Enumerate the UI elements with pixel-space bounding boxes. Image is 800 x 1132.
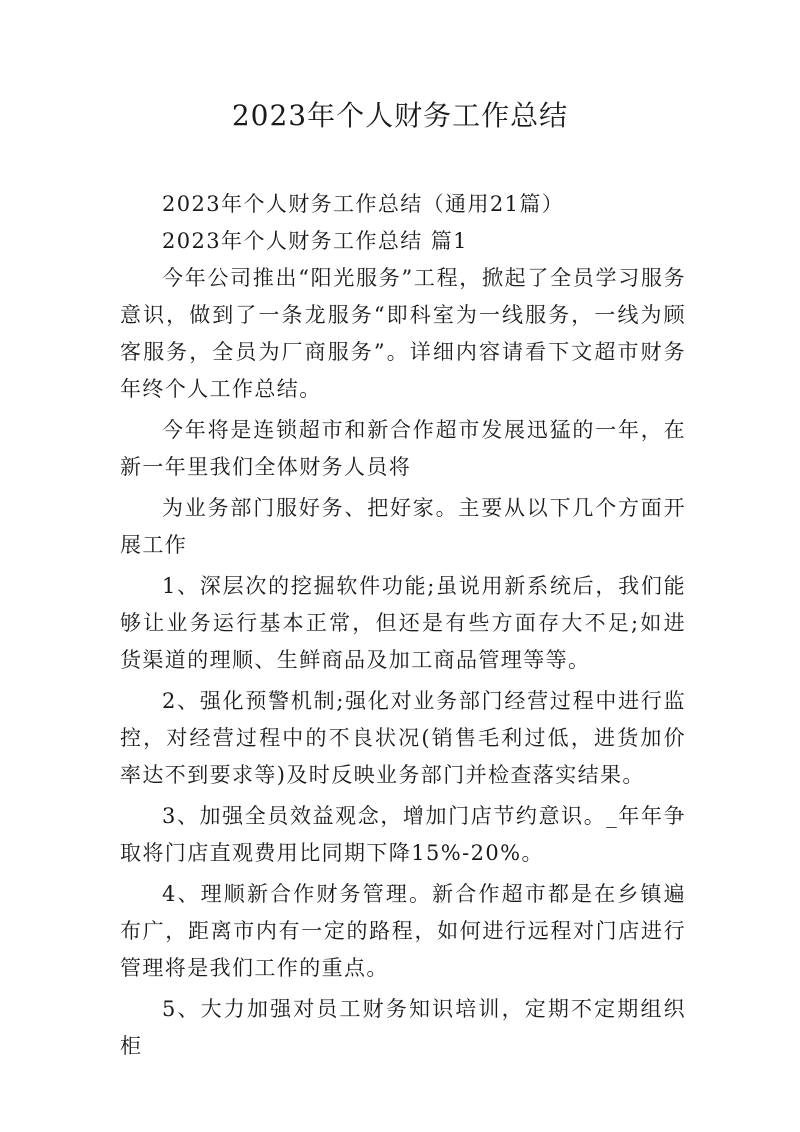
- paragraph: 今年公司推出“阳光服务”工程，掀起了全员学习服务意识，做到了一条龙服务“即科室为一线服务，一线为顾客服务，全员为厂商服务”。详细内容请看下文超市财务年终个人工作总结。: [120, 266, 686, 401]
- paragraph: 3、加强全员效益观念，增加门店节约意识。_年年争取将门店直观费用比同期下降15%-20%。: [120, 804, 686, 865]
- paragraph-subtitle: 2023年个人财务工作总结（通用21篇）: [162, 192, 565, 216]
- document-title: 2023年个人财务工作总结: [231, 99, 569, 132]
- paragraph: 今年将是连锁超市和新合作超市发展迅猛的一年，在新一年里我们全体财务人员将: [120, 418, 686, 479]
- paragraph-section-heading: 2023年个人财务工作总结 篇1: [162, 229, 468, 253]
- document-body: [120, 186, 686, 1069]
- paragraph: 2、强化预警机制;强化对业务部门经营过程中进行监控，对经营过程中的不良状况(销售毛利过低，进货加价率达不到要求等)及时反映业务部门并检查落实结果。: [120, 689, 686, 787]
- paragraph: 5、大力加强对员工财务知识培训，定期不定期组织柜: [120, 997, 686, 1058]
- paragraph: 1、深层次的挖掘软件功能;虽说用新系统后，我们能够让业务运行基本正常，但还是有些方面存大不足;如进货渠道的理顺、生鲜商品及加工商品管理等等。: [120, 574, 686, 672]
- paragraph: 为业务部门服好务、把好家。主要从以下几个方面开展工作: [120, 496, 686, 557]
- paragraph: 4、理顺新合作财务管理。新合作超市都是在乡镇遍布广，距离市内有一定的路程，如何进行远程对门店进行管理将是我们工作的重点。: [120, 882, 686, 980]
